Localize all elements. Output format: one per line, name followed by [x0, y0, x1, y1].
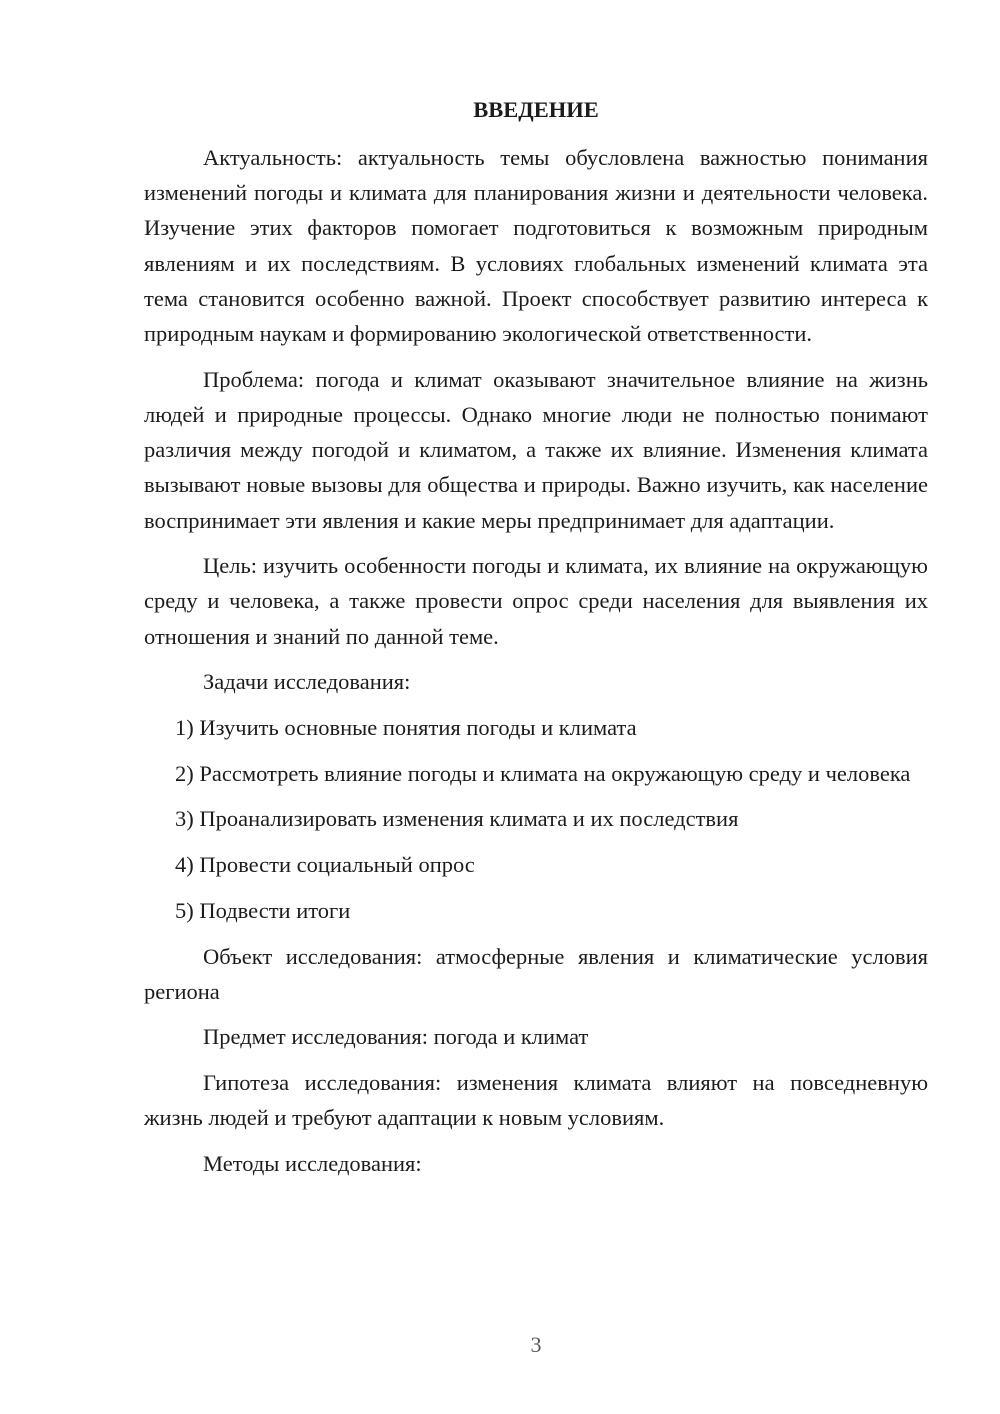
tasks-heading: Задачи исследования:	[203, 669, 411, 695]
task-item-2: 2) Рассмотреть влияние погоды и климата на окружающую среду и человека	[175, 760, 911, 786]
paragraph-subject: Предмет исследования: погода и климат	[203, 1024, 589, 1050]
paragraph-actuality: Актуальность: актуальность темы обусловлена важностью понимания изменений погоды и климата для планирования жизни и деятельности человека. Изучение этих факторов помогает подготовиться к возможным природным явлениям и их последствиям. В условиях глобальных изменений климата эта тема становится особенно важной. Проект способствует развитию интереса к природным наукам и формированию экологической ответственности.	[144, 145, 928, 347]
page-content	[144, 92, 928, 1192]
paragraph-goal: Цель: изучить особенности погоды и климата, их влияние на окружающую среду и человека, а также провести опрос среди населения для выявления их отношения и знаний по данной теме.	[144, 553, 928, 649]
paragraph-hypothesis: Гипотеза исследования: изменения климата влияют на повседневную жизнь людей и требуют адаптации к новым условиям.	[144, 1070, 928, 1131]
paragraph-problem: Проблема: погода и климат оказывают значительное влияние на жизнь людей и природные процессы. Однако многие люди не полностью понимают различия между погодой и климатом, а также их влияние. Изменения климата вызывают новые вызовы для общества и природы. Важно изучить, как население воспринимает эти явления и какие меры предпринимает для адаптации.	[144, 366, 928, 533]
page-number: 3	[530, 1332, 542, 1357]
page-title: ВВЕДЕНИЕ	[473, 97, 599, 122]
task-item-1: 1) Изучить основные понятия погоды и климата	[175, 715, 637, 741]
task-item-5: 5) Подвести итоги	[175, 897, 351, 923]
paragraph-object: Объект исследования: атмосферные явления и климатические условия региона	[144, 943, 928, 1004]
methods-heading: Методы исследования:	[203, 1151, 422, 1177]
task-item-3: 3) Проанализировать изменения климата и их последствия	[175, 806, 739, 832]
task-item-4: 4) Провести социальный опрос	[175, 852, 475, 878]
